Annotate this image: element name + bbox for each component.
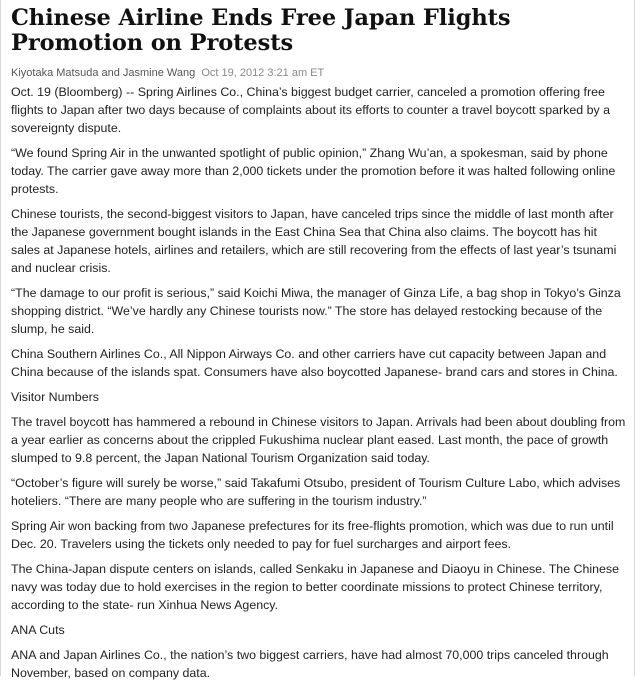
section-subhead: ANA Cuts xyxy=(11,623,65,637)
byline xyxy=(11,67,627,80)
paragraph: Chinese tourists, the second-biggest visitors to Japan, have canceled trips since the middle of last month after the Japanese government bought islands in the East China Sea that China also claims. The boycott has hit sales at Japanese hotels, airlines and retailers, which are still recovering from the effects of last year’s tsunami and nuclear crisis. xyxy=(11,207,617,275)
paragraph: ANA and Japan Airlines Co., the nation’s two biggest carriers, have had almost 70,000 trips canceled through November, based on company data. xyxy=(11,648,609,680)
byline-date: Oct 19, 2012 3:21 am ET xyxy=(201,67,325,79)
section-subhead: Visitor Numbers xyxy=(11,390,99,404)
byline-authors: Kiyotaka Matsuda and Jasmine Wang xyxy=(11,67,196,79)
article-headline: Chinese Airline Ends Free Japan Flights Promotion on Protests xyxy=(11,5,511,56)
paragraph: China Southern Airlines Co., All Nippon Airways Co. and other carriers have cut capacity between Japan and China because of the islands spat. Consumers have also boycotted Japanese- brand cars and stores in China. xyxy=(11,347,618,379)
paragraph: Spring Air won backing from two Japanese prefectures for its free-flights promotion, which was due to run until Dec. 20. Travelers using the tickets only needed to pay for fuel surcharges and airport fees. xyxy=(11,519,614,551)
paragraph: The travel boycott has hammered a rebound in Chinese visitors to Japan. Arrivals had been about doubling from a year earlier as concerns about the crippled Fukushima nuclear plant eased. Last month, the pace of growth slumped to 9.8 percent, the Japan National Tourism Organization said today. xyxy=(11,415,626,465)
paragraph: “We found Spring Air in the unwanted spotlight of public opinion,” Zhang Wu’an, a spokesman, said by phone today. The carrier gave away more than 2,000 tickets under the promotion before it was halted following online protests. xyxy=(11,146,616,196)
paragraph: “The damage to our profit is serious,” said Koichi Miwa, the manager of Ginza Life, a bag shop in Tokyo’s Ginza shopping district. “We’ve hardly any Chinese tourists now.” The store has delayed restocking because of the slump, he said. xyxy=(11,286,621,336)
paragraph: Oct. 19 (Bloomberg) -- Spring Airlines Co., China’s biggest budget carrier, canceled a promotion offering free flights to Japan after two days because of complaints about its efforts to counter a travel boycott sparked by a sovereignty dispute. xyxy=(11,85,610,135)
article xyxy=(11,6,627,689)
paragraph: “October’s figure will surely be worse,” said Takafumi Otsubo, president of Tourism Culture Labo, which advises hoteliers. “There are many people who are suffering in the tourism industry.” xyxy=(11,476,621,508)
paragraph: The China-Japan dispute centers on islands, called Senkaku in Japanese and Diaoyu in Chinese. The Chinese navy was today due to hold exercises in the region to better coordinate missions to protect Chinese territory, according to the state- run Xinhua News Agency. xyxy=(11,562,619,612)
